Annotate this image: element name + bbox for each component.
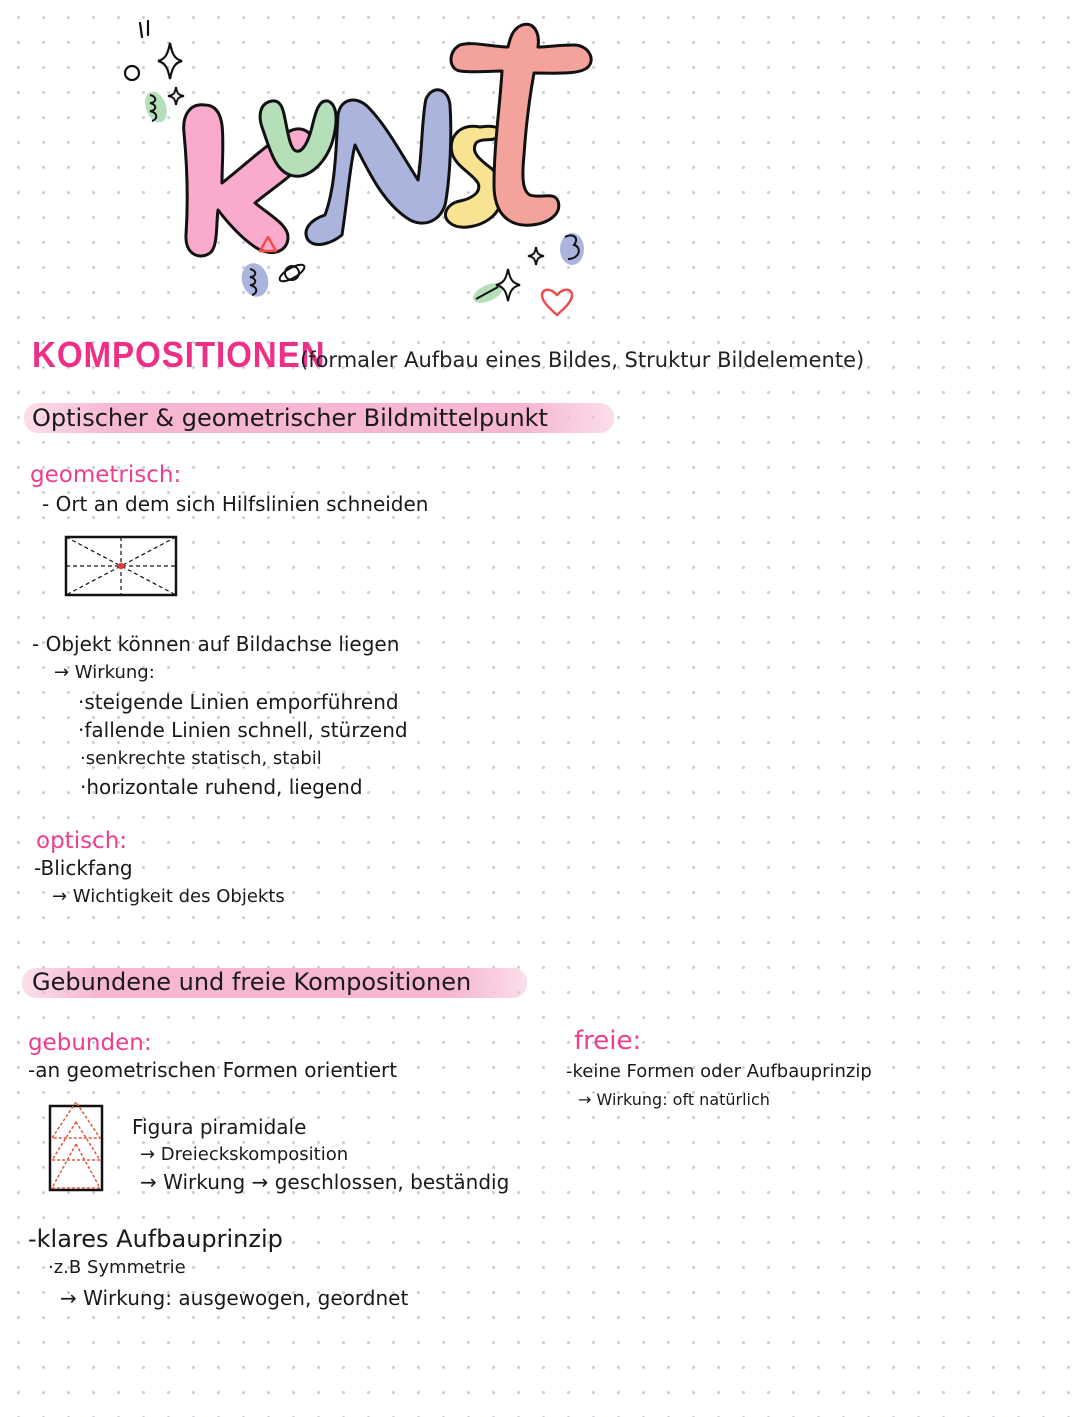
- label-gebunden: gebunden:: [28, 1030, 152, 1056]
- label-geometrisch: geometrisch:: [30, 462, 182, 488]
- effect-steigende: ·steigende Linien emporführend: [78, 690, 399, 714]
- text-symmetrie: ·z.B Symmetrie: [48, 1257, 186, 1278]
- star-icon: [496, 247, 544, 301]
- text-blickfang: -Blickfang: [34, 856, 133, 880]
- section-title-kompositionen: Gebundene und freie Kompositionen: [32, 968, 472, 996]
- star-icon: [140, 21, 182, 79]
- text-wirkung-ausgewogen: → Wirkung: ausgewogen, geordnet: [60, 1286, 409, 1310]
- label-freie: freie:: [574, 1026, 642, 1056]
- star-icon: [168, 87, 184, 105]
- label-wirkung: → Wirkung:: [54, 662, 155, 683]
- text-ort-hilfslinien: - Ort an dem sich Hilfslinien schneiden: [42, 492, 429, 516]
- text-geometrische-formen: -an geometrischen Formen orientiert: [28, 1058, 398, 1082]
- page-heading: KOMPOSITIONEN: [32, 334, 326, 375]
- kunst-title-art: [110, 15, 610, 335]
- text-objekt-bildachse: - Objekt können auf Bildachse liegen: [32, 632, 400, 656]
- circle-doodle: [125, 66, 139, 80]
- text-klares-aufbauprinzip: -klares Aufbauprinzip: [28, 1225, 283, 1253]
- number-3-doodle: [560, 233, 584, 265]
- heading-subtitle: (formaler Aufbau eines Bildes, Struktur Bildelemente): [300, 348, 865, 372]
- text-figura-piramidale: Figura piramidale: [132, 1115, 307, 1139]
- bildmittelpunkt-diagram: [64, 535, 180, 603]
- text-wichtigkeit: → Wichtigkeit des Objekts: [52, 886, 285, 907]
- swirl-icon: [141, 89, 171, 126]
- text-dreieckskomposition: → Dreieckskomposition: [140, 1144, 349, 1165]
- kunst-title-text: [110, 15, 111, 16]
- text-wirkung-geschlossen: → Wirkung → geschlossen, beständig: [140, 1170, 510, 1194]
- title-letter-k: [184, 105, 314, 256]
- text-wirkung-natuerlich: → Wirkung: oft natürlich: [578, 1090, 770, 1109]
- swirl-icon: [238, 260, 272, 300]
- heart-icon: [542, 290, 572, 315]
- effect-fallende: ·fallende Linien schnell, stürzend: [78, 718, 408, 742]
- effect-senkrechte: ·senkrechte statisch, stabil: [80, 748, 322, 769]
- label-optisch: optisch:: [36, 828, 128, 854]
- pyramid-diagram: [48, 1100, 108, 1196]
- effect-horizontale: ·horizontale ruhend, liegend: [80, 775, 363, 799]
- section-title-bildmittelpunkt: Optischer & geometrischer Bildmittelpunkt: [32, 404, 548, 432]
- planet-icon: [277, 262, 306, 285]
- text-keine-formen: -keine Formen oder Aufbauprinzip: [566, 1061, 872, 1082]
